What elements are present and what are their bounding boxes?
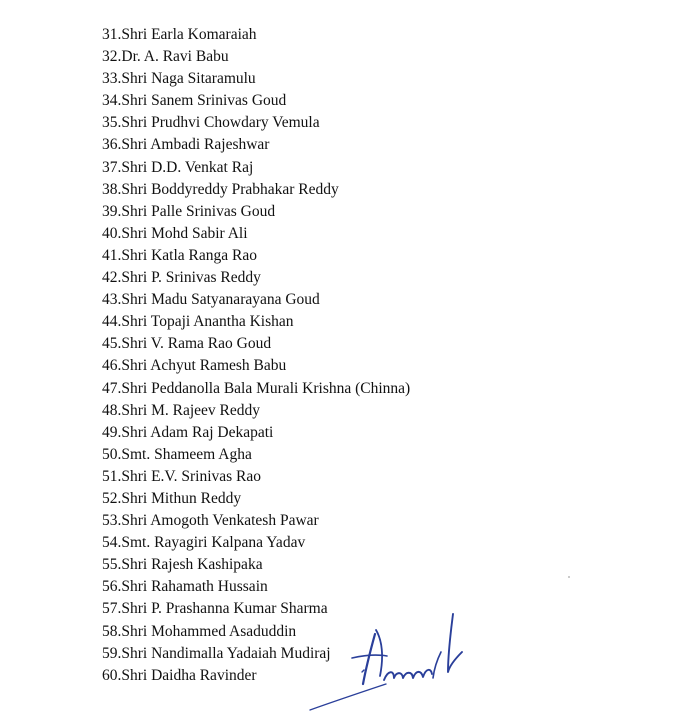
list-item: 31.Shri Earla Komaraiah (102, 26, 257, 43)
list-item: 49.Shri Adam Raj Dekapati (102, 423, 274, 441)
list-item: 55.Shri Rajesh Kashipaka (102, 556, 263, 574)
list-item: 40.Shri Mohd Sabir Ali (102, 224, 248, 242)
list-item: 56.Shri Rahamath Hussain (102, 578, 268, 596)
list-item: 35.Shri Prudhvi Chowdary Vemula (102, 114, 320, 132)
list-item: 59.Shri Nandimalla Yadaiah Mudiraj (102, 644, 331, 662)
list-item: 42.Shri P. Srinivas Reddy (102, 269, 261, 287)
list-item: 60.Shri Daidha Ravinder (102, 666, 257, 684)
list-item: 50.Smt. Shameem Agha (102, 445, 252, 463)
list-item: 36.Shri Ambadi Rajeshwar (102, 136, 270, 154)
list-item: 57.Shri P. Prashanna Kumar Sharma (102, 600, 328, 618)
list-item: 48.Shri M. Rajeev Reddy (102, 401, 260, 419)
signature-image (290, 600, 490, 716)
list-item: 32.Dr. A. Ravi Babu (102, 48, 229, 66)
scan-speck (568, 576, 570, 578)
list-item: 34.Shri Sanem Srinivas Goud (102, 92, 287, 110)
list-item: 58.Shri Mohammed Asaduddin (102, 622, 297, 640)
list-item: 41.Shri Katla Ranga Rao (102, 246, 257, 264)
list-item: 37.Shri D.D. Venkat Raj (102, 158, 254, 176)
list-item: 33.Shri Naga Sitaramulu (102, 70, 256, 88)
list-item: 52.Shri Mithun Reddy (102, 489, 242, 507)
list-item: 44.Shri Topaji Anantha Kishan (102, 313, 294, 331)
list-item: 38.Shri Boddyreddy Prabhakar Reddy (102, 180, 339, 198)
list-item: 46.Shri Achyut Ramesh Babu (102, 357, 287, 375)
list-item: 39.Shri Palle Srinivas Goud (102, 202, 276, 220)
list-item: 53.Shri Amogoth Venkatesh Pawar (102, 512, 319, 530)
member-list (102, 24, 410, 687)
list-item: 43.Shri Madu Satyanarayana Goud (102, 291, 320, 309)
list-item: 54.Smt. Rayagiri Kalpana Yadav (102, 534, 306, 552)
list-item: 51.Shri E.V. Srinivas Rao (102, 467, 262, 485)
signature-strokes (310, 614, 462, 710)
list-item: 45.Shri V. Rama Rao Goud (102, 335, 272, 353)
list-item: 47.Shri Peddanolla Bala Murali Krishna (Chinna) (102, 379, 411, 397)
